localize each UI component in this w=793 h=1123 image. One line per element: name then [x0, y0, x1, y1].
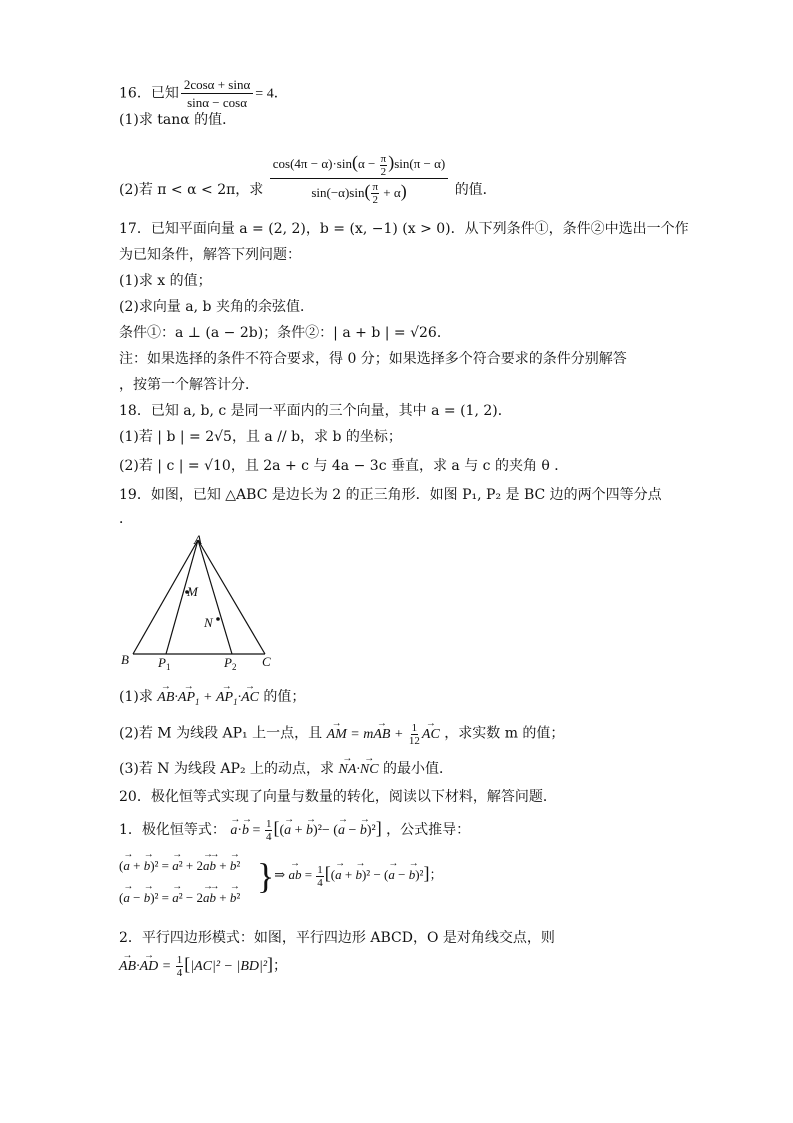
q16-stem-text: 已知 [150, 85, 179, 102]
q20-line1: 20．极化恒等式实现了向量与数量的转化，阅读以下材料，解答问题． [119, 789, 557, 805]
q19-p1-expression: → $AB\cdot\to AP_1$ + → $AP_1\cdot\to$ AC [157, 690, 259, 705]
q19-p2-expression: → AM = m→ AB + $\frac{1}{12}$ → AC [327, 727, 440, 742]
q17-note-line1: 注：如果选择的条件不符合要求，得 0 分；如果选择多个符合要求的条件分别解答 [119, 351, 627, 367]
q19-p2-suffix: ，求实数 m 的值； [444, 725, 565, 742]
q16-p2-prefix: (2)若 π < α < 2π，求 [119, 182, 264, 199]
q19-line1: 19．如图，已知 △ABC 是边长为 2 的正三角形．如图 P₁, P₂ 是 BC 边的两个四等分点 [119, 487, 662, 503]
q19-part2 [119, 722, 564, 747]
q16-p2-fraction [270, 150, 448, 206]
q16-p2-num-b: sin(π − α) [394, 156, 446, 171]
q19-p1-prefix: (1)求 [119, 689, 153, 705]
label-M: M [187, 584, 198, 599]
label-P2-sub: 2 [232, 662, 237, 672]
point-N [216, 617, 220, 621]
q19-p3-prefix: (3)若 N 为线段 AP₂ 上的动点，求 [119, 761, 335, 777]
q20-section2-formula: → AB·→ AD = $\frac{1}{4}$ [|AC|² − |BD|²]； [119, 954, 287, 979]
label-N: N [204, 615, 213, 630]
q18-line1: 18．已知 a, b, c 是同一平面内的三个向量，其中 a = (1, 2)． [119, 403, 512, 419]
q16-frac-num: 2cosα + sinα [181, 76, 253, 94]
q20-derivation-eq2: (→ a − → b)² = → a² − 2→ a→ b + → b² [119, 888, 240, 908]
q16-p2-den-a: sin(−α)sin [311, 184, 365, 200]
q18-part1: (1)若 | b | = 2√5，且 a // b，求 b 的坐标； [119, 429, 402, 445]
q20-s1-suffix: ，公式推导： [386, 822, 471, 838]
q18-part2: (2)若 | c | = √10，且 2a + c 与 4a − 3c 垂直，求 a 与 c 的夹角 θ ． [119, 458, 569, 474]
q19-part1 [119, 687, 305, 712]
q20-derivation-eq1: (→ a + → b)² = → a² + 2→ a→ b + → b² [119, 856, 240, 876]
label-C: C [262, 654, 271, 669]
q17-line2: 为已知条件，解答下列问题： [119, 247, 301, 263]
q17-part1: (1)求 x 的值； [119, 273, 212, 289]
q16-p2-num: cos(4π − α)·sin(α − $\frac{\pi}{2}$ )sin(π − α) [270, 150, 448, 179]
label-P1-sub: 1 [166, 662, 171, 672]
q17-line1: 17．已知平面向量 a = (2, 2)，b = (x, −1) (x > 0)．从下列条件①，条件②中选出一个作 [119, 221, 689, 237]
q17-part2: (2)求向量 a, b 夹角的余弦值． [119, 299, 314, 315]
label-P2: P [224, 655, 232, 670]
label-P1: P [158, 655, 166, 670]
segment-AP2 [198, 540, 232, 654]
q19-p1-suffix: 的值； [263, 689, 306, 705]
q17-note-line2: ，按第一个解答计分． [119, 377, 259, 393]
q16-p2-den: sin(−α)sin( $\frac{\pi}{2}$ + α) [311, 180, 407, 207]
q16-stem [119, 76, 288, 111]
q19-p3-expression: → NA·→ NC [338, 762, 378, 777]
q16-frac-den: sinα − cosα [187, 95, 248, 110]
q16-p2-num-a: cos(4π − α)·sin [272, 156, 352, 171]
q16-part1: (1)求 tanα 的值． [119, 112, 237, 128]
q19-p2-prefix: (2)若 M 为线段 AP₁ 上一点，且 [119, 725, 323, 742]
q16-number: 16． [119, 85, 151, 102]
q16-rhs: = 4． [255, 86, 288, 102]
q19-part3 [119, 759, 453, 780]
q19-p3-suffix: 的最小值． [383, 761, 454, 777]
q20-s1-formula: → a·→ b = $\frac{1}{4}$ [(→ a + → b)²− (→ a − → b)²] [230, 823, 381, 838]
q19-line2: ． [119, 511, 133, 527]
q20-s1-prefix: 1．极化恒等式： [119, 822, 226, 838]
label-A: A [194, 532, 202, 547]
q16-part2 [119, 148, 497, 208]
triangle-figure [115, 528, 285, 673]
q20-section1 [119, 818, 470, 843]
q17-conditions: 条件①：a ⊥ (a − 2b)；条件②：| a + b | = √26． [119, 325, 451, 341]
q16-p2-suffix: 的值． [454, 182, 497, 199]
q20-derivation-result: }⇒ → ab = $\frac{1}{4}$ [(→ a + → b)² − (→ a − → b)²]； [257, 858, 442, 894]
side-AC [198, 540, 265, 654]
q16-fraction [181, 76, 253, 111]
q20-s2-expression: → AB·→ AD = $\frac{1}{4}$ [|AC|² − |BD|²] [119, 959, 273, 974]
label-B: B [121, 652, 129, 667]
q20-section2: 2．平行四边形模式：如图，平行四边形 ABCD，O 是对角线交点，则 [119, 930, 555, 946]
